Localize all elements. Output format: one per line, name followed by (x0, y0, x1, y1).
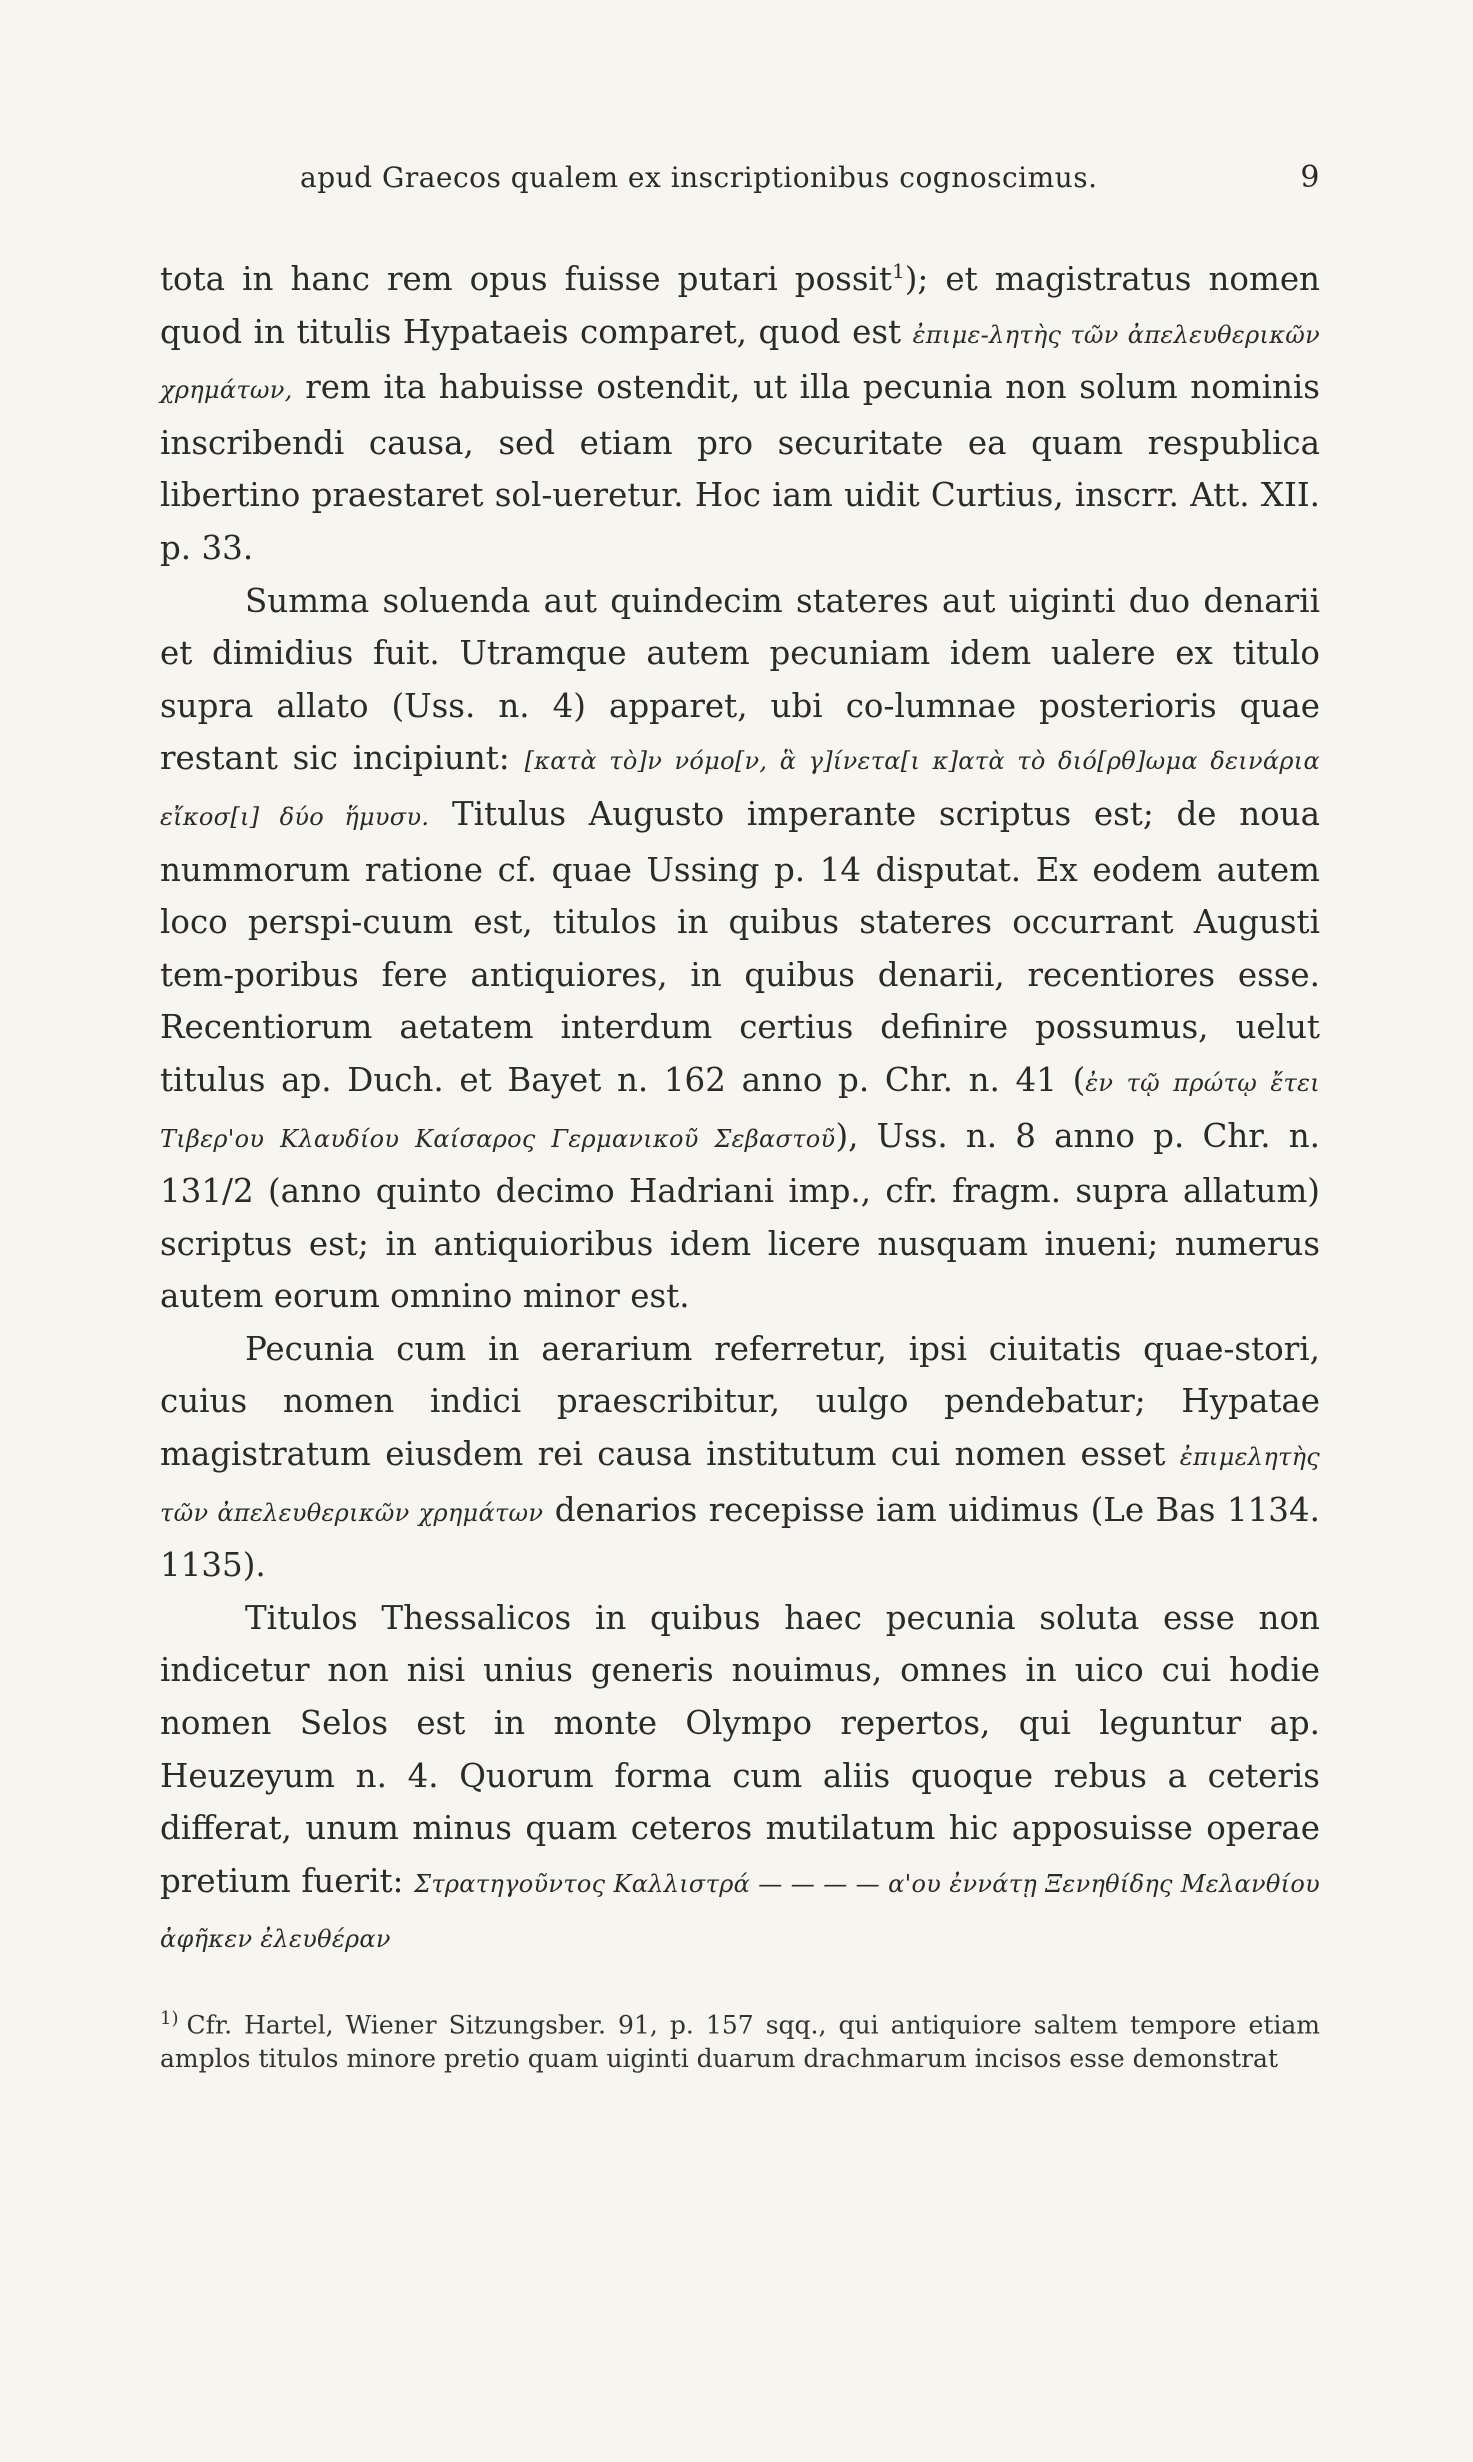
text-run: Pecunia cum in aerarium referretur, ipsi ciuitatis quae-stori, cuius nomen indici praescribitur, uulgo pendebatur; Hypatae magistratum eiusdem rei causa institutum cui nomen esset (160, 1329, 1320, 1474)
text-run: ), Uss. n. 8 anno p. Chr. n. 131/2 (anno quinto decimo Hadriani imp., cfr. fragm. supra allatum) scriptus est; in antiquioribus idem licere nusquam inueni; numerus autem eorum omnino minor est. (160, 1116, 1320, 1316)
footnote-reference: 1 (891, 259, 905, 284)
paragraph-2 (160, 575, 1320, 1323)
greek-quotation: ἐπιμελητὴς τῶν ἀπελευθερικῶν χρημάτων (160, 1443, 1320, 1527)
text-run: tota in hanc rem opus fuisse putari possit (160, 260, 892, 298)
text-run: Summa soluenda aut quindecim stateres aut uiginti duo denarii et dimidius fuit. Utramque autem pecuniam idem ualere ex titulo supra allato (Uss. n. 4) apparet, ubi co-lumnae posterioris quae restant sic incipiunt: (160, 581, 1320, 778)
paragraph-4 (160, 1592, 1320, 1966)
greek-quotation: [κατὰ τὸ]ν νόμο[ν, ἃ γ]ίνετα[ι κ]ατὰ τὸ διό[ρθ]ωμα δεινάρια εἴκοσ[ι] δύο ἥμυσυ. (160, 747, 1320, 831)
footnote-mark: 1) (160, 2008, 179, 2029)
greek-quotation: ἐν τῷ πρώτῳ ἔτει Τιβερ'ου Κλαυδίου Καίσαρος Γερμανικοῦ Σεβαστοῦ (160, 1068, 1321, 1153)
text-run: rem ita habuisse ostendit, ut illa pecunia non solum nominis inscribendi causa, sed etiam pro securitate ea quam respublica libertino praestaret sol-ueretur. Hoc iam uidit Curtius, inscrr. Att. XII. p. 33. (160, 368, 1320, 567)
body-text (160, 253, 1320, 1966)
greek-quotation: Στρατηγοῦντος Καλλιστρά — — — — α'ου ἐννάτῃ Ξενηθίδης Μελανθίου ἀφῆκεν ἐλευθέραν (160, 1869, 1320, 1954)
text-run: Titulos Thessalicos in quibus haec pecunia soluta esse non indicetur non nisi unius generis nouimus, omnes in uico cui hodie nomen Selos est in monte Olympo repertos, qui leguntur ap. Heuzeyum n. 4. Quorum forma cum aliis quoque rebus a ceteris differat, unum minus quam ceteros mutilatum hic apposuisse operae pretium fuerit: (160, 1598, 1320, 1900)
greek-quotation: ἐπιμε-λητὴς τῶν ἀπελευθερικῶν χρημάτων, (160, 320, 1320, 405)
text-run: ); et magistratus nomen quod in titulis Hypataeis comparet, quod est (160, 260, 1320, 351)
footnote (160, 2002, 1320, 2076)
running-title: apud Graecos qualem ex inscriptionibus cognoscimus. (300, 161, 1098, 194)
text-run: denarios recepisse iam uidimus (Le Bas 1134. 1135). (160, 1490, 1320, 1585)
paragraph-1 (160, 253, 1320, 575)
paragraph-3 (160, 1323, 1320, 1592)
running-head (160, 160, 1320, 195)
footnote-text: Cfr. Hartel, Wiener Sitzungsber. 91, p. 157 sqq., qui antiquiore saltem tempore etiam amplos titulos minore pretio quam uiginti duarum drachmarum incisos esse demonstrat (160, 2010, 1320, 2074)
page-number: 9 (1300, 160, 1320, 195)
page (160, 160, 1320, 2076)
text-run: Titulus Augusto imperante scriptus est; de noua nummorum ratione cf. quae Ussing p. 14 disputat. Ex eodem autem loco perspi-cuum est, titulos in quibus stateres occurrant Augusti tem-poribus fere antiquiores, in quibus denarii, recentiores esse. Recentiorum aetatem interdum certius definire possumus, uelut titulus ap. Duch. et Bayet n. 162 anno p. Chr. n. 41 ( (160, 794, 1320, 1099)
